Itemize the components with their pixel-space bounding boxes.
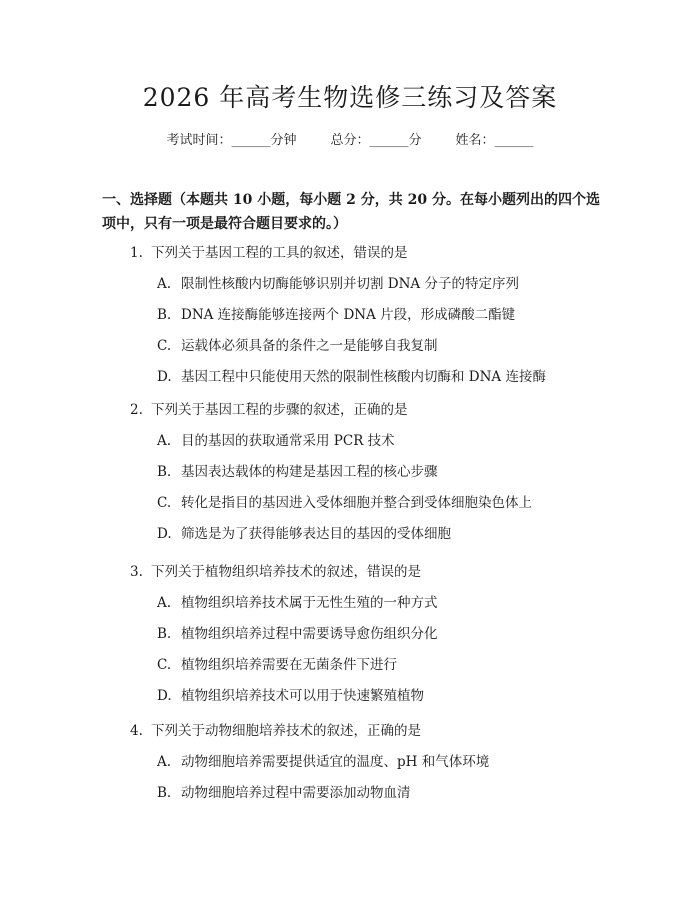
- question-number: 1.: [130, 245, 143, 261]
- option-text: 运载体必须具备的条件之一是能够自我复制: [181, 338, 438, 354]
- question-text: 下列关于动物细胞培养技术的叙述，正确的是: [151, 723, 421, 739]
- question-text: 下列关于基因工程的步骤的叙述，正确的是: [151, 402, 408, 418]
- question-number: 2.: [130, 402, 143, 418]
- page-title: 2026 年高考生物选修三练习及答案: [142, 83, 558, 112]
- option-letter: B.: [157, 785, 172, 801]
- question-stem: [130, 562, 421, 582]
- question-stem: [130, 400, 408, 420]
- answer-option: [157, 462, 438, 482]
- option-text: DNA 连接酶能够连接两个 DNA 片段，形成磷酸二酯键: [181, 307, 516, 323]
- option-letter: C.: [157, 338, 172, 354]
- option-text: 转化是指目的基因进入受体细胞并整合到受体细胞染色体上: [181, 495, 532, 511]
- option-letter: D.: [157, 526, 172, 542]
- option-text: 植物组织培养技术可以用于快速繁殖植物: [181, 688, 424, 704]
- option-letter: A.: [157, 433, 172, 449]
- answer-option: [157, 274, 519, 294]
- answer-option: [157, 367, 546, 387]
- option-letter: A.: [157, 754, 172, 770]
- section-heading: 一、选择题（本题共 10 小题，每小题 2 分，共 20 分。在每小题列出的四个选项中，只有一项是最符合题目要求的。）: [102, 192, 600, 232]
- exam-time-field: 考试时间：______分钟: [166, 133, 297, 148]
- question-number: 4.: [130, 723, 143, 739]
- option-text: 限制性核酸内切酶能够识别并切割 DNA 分子的特定序列: [181, 276, 519, 292]
- answer-option: [157, 431, 395, 451]
- answer-option: [157, 752, 489, 772]
- option-letter: C.: [157, 495, 172, 511]
- answer-option: [157, 686, 424, 706]
- option-text: 基因表达载体的构建是基因工程的核心步骤: [181, 464, 438, 480]
- question-text: 下列关于植物组织培养技术的叙述，错误的是: [151, 564, 421, 580]
- answer-option: [157, 493, 532, 513]
- answer-option: [157, 305, 515, 325]
- option-letter: C.: [157, 657, 172, 673]
- answer-option: [157, 655, 397, 675]
- option-text: 动物细胞培养过程中需要添加动物血清: [181, 785, 411, 801]
- option-text: 植物组织培养过程中需要诱导愈伤组织分化: [181, 626, 438, 642]
- option-text: 动物细胞培养需要提供适宜的温度、pH 和气体环境: [181, 754, 490, 770]
- answer-option: [157, 624, 438, 644]
- option-letter: B.: [157, 464, 172, 480]
- option-text: 目的基因的获取通常采用 PCR 技术: [181, 433, 395, 449]
- question-number: 3.: [130, 564, 143, 580]
- option-letter: B.: [157, 307, 172, 323]
- question-stem: [130, 243, 408, 263]
- option-letter: D.: [157, 369, 172, 385]
- question-stem: [130, 721, 421, 741]
- answer-option: [157, 336, 438, 356]
- option-letter: A.: [157, 276, 172, 292]
- option-letter: A.: [157, 595, 172, 611]
- option-text: 植物组织培养技术属于无性生殖的一种方式: [181, 595, 438, 611]
- option-text: 筛选是为了获得能够表达目的基因的受体细胞: [181, 526, 451, 542]
- answer-option: [157, 783, 411, 803]
- answer-option: [157, 524, 451, 544]
- option-text: 植物组织培养需要在无菌条件下进行: [181, 657, 397, 673]
- total-score-field: 总分：______分: [330, 133, 422, 148]
- answer-option: [157, 593, 438, 613]
- name-field: 姓名：______: [455, 133, 534, 148]
- question-text: 下列关于基因工程的工具的叙述，错误的是: [151, 245, 408, 261]
- exam-meta: [0, 131, 700, 151]
- option-letter: D.: [157, 688, 172, 704]
- option-text: 基因工程中只能使用天然的限制性核酸内切酶和 DNA 连接酶: [181, 369, 546, 385]
- option-letter: B.: [157, 626, 172, 642]
